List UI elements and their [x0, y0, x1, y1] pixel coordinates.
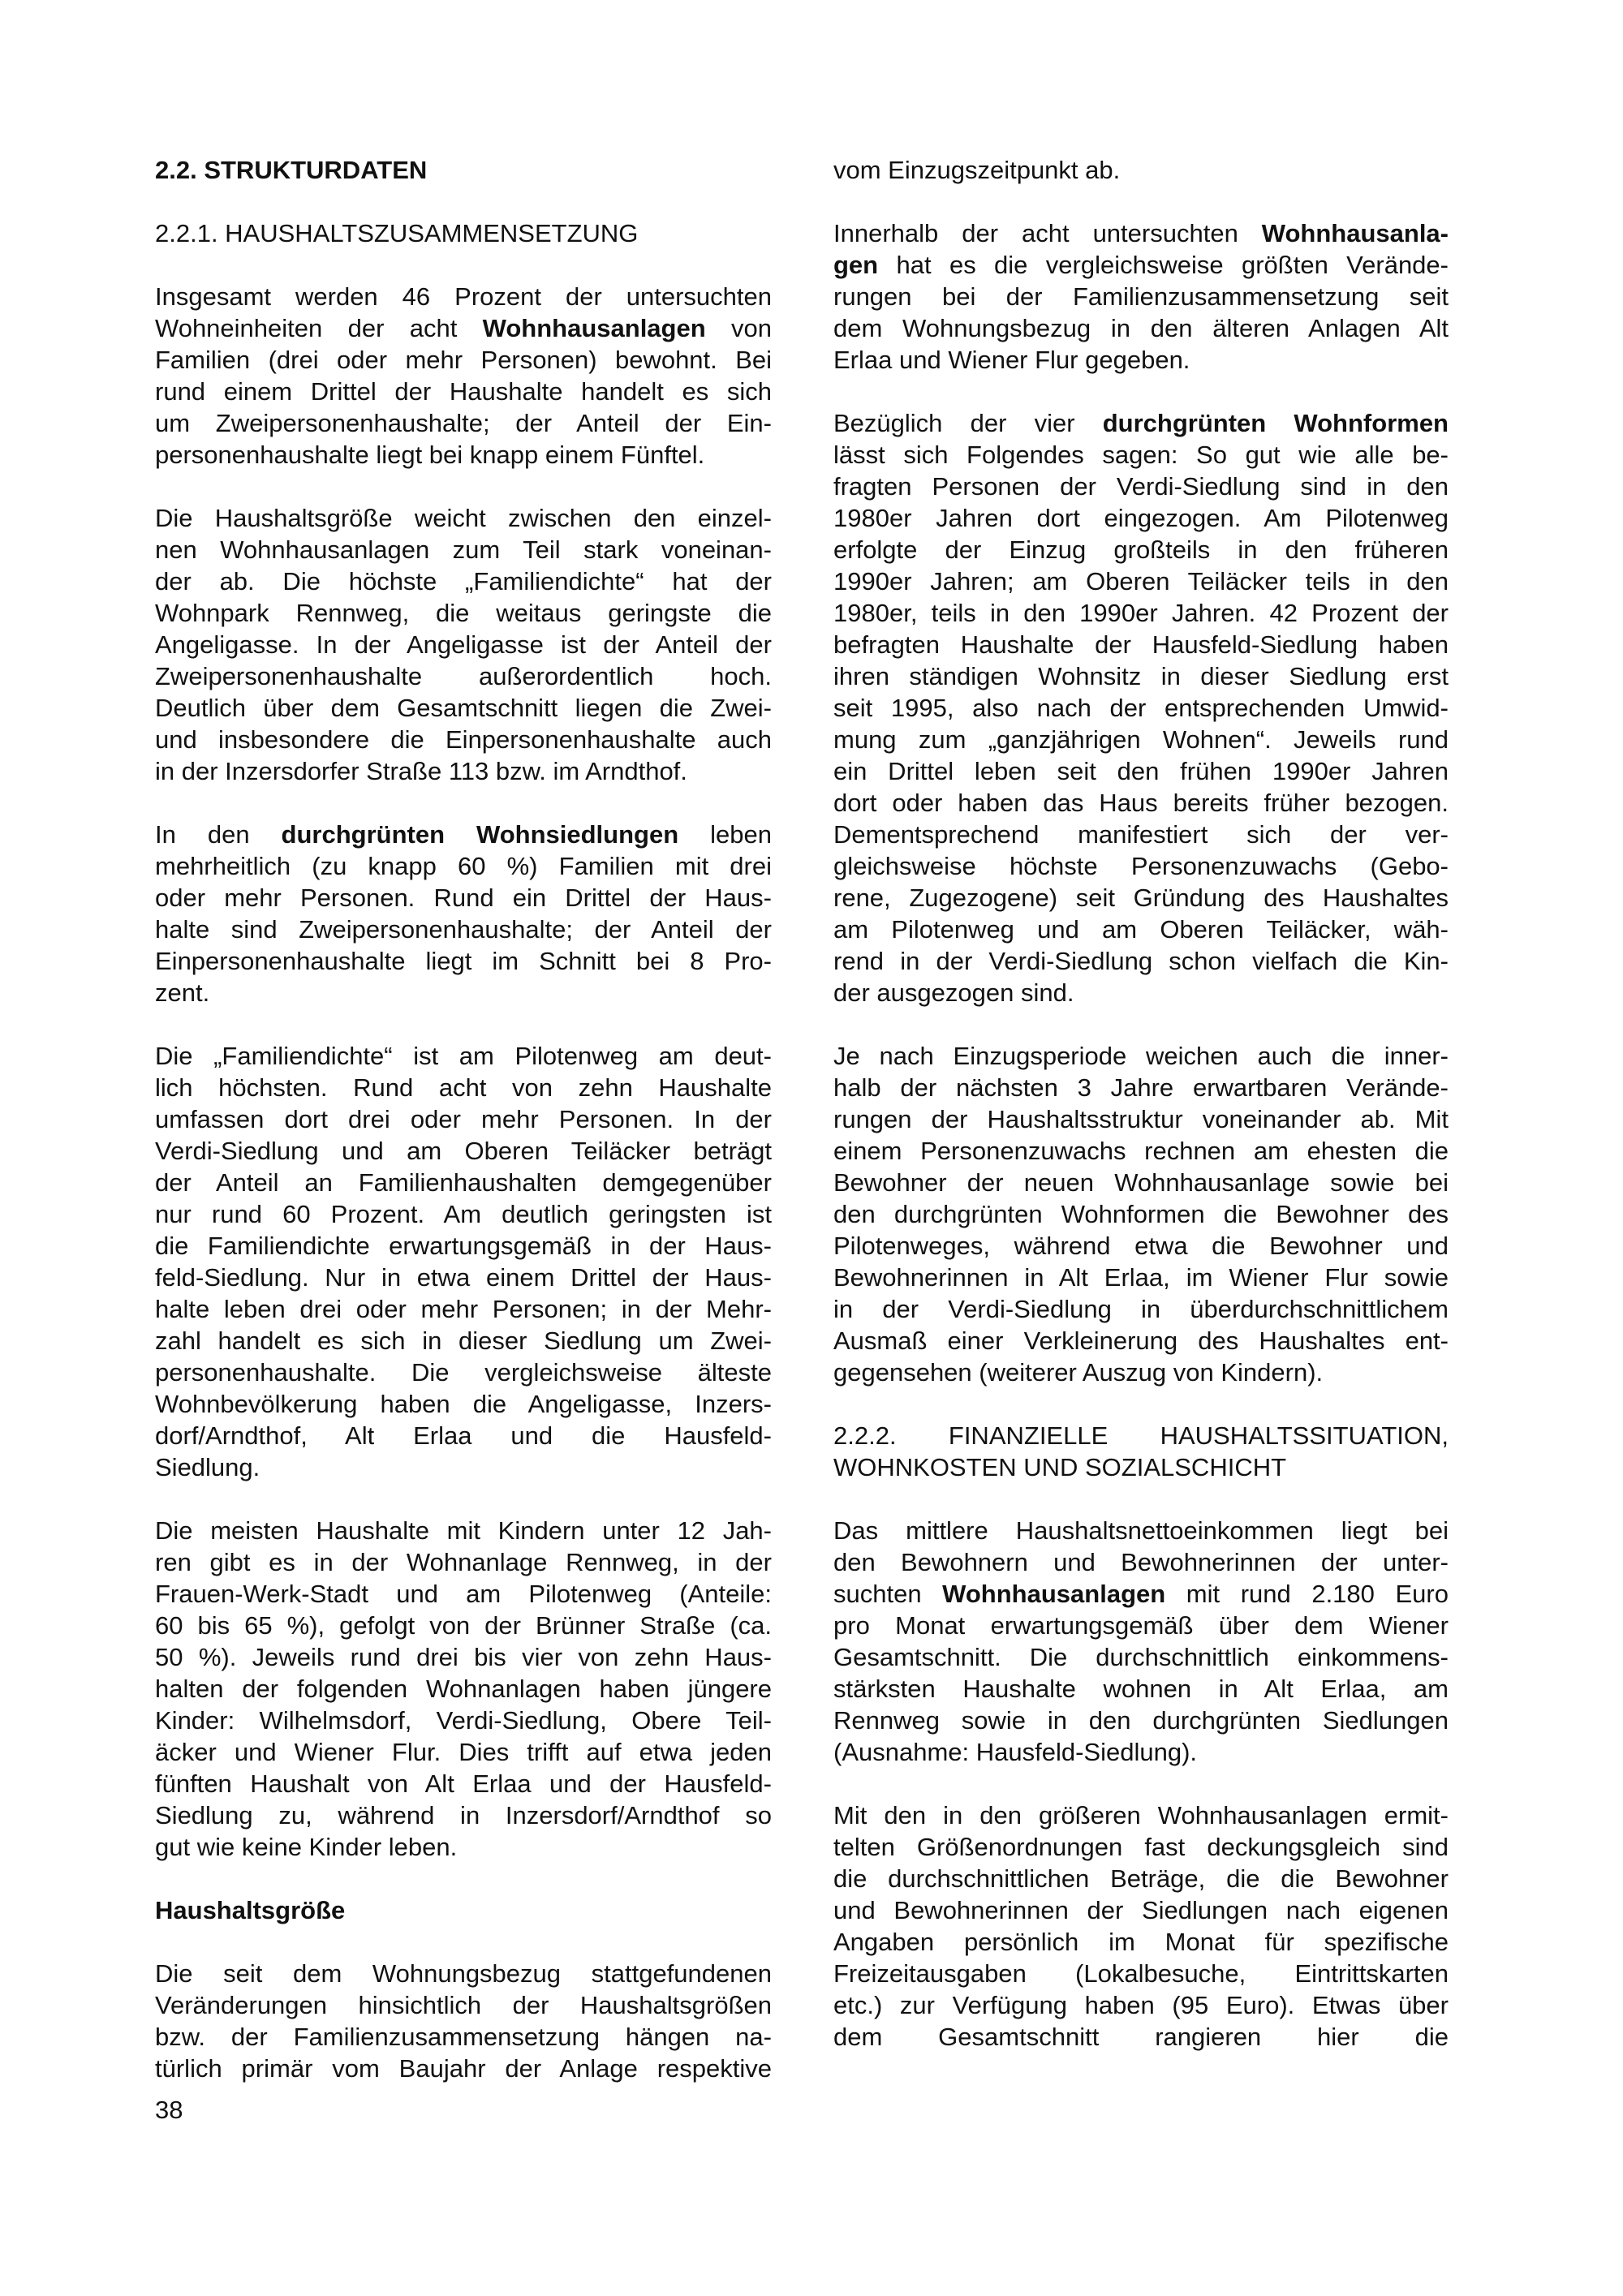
text-line: lässt sich Folgendes sagen: So gut wie alle be-: [833, 441, 1449, 469]
text-line: Wohnpark Rennweg, die weitaus geringste die: [155, 599, 772, 627]
text-line: pro Monat erwartungsgemäß über dem Wiener: [833, 1611, 1449, 1640]
text-line: Innerhalb der acht untersuchten Wohnhausanla-: [833, 219, 1449, 247]
text-line: befragten Haushalte der Hausfeld-Siedlung haben: [833, 630, 1449, 659]
text-line: Haushaltsgröße: [155, 1896, 346, 1924]
text-line: Freizeitausgaben (Lokalbesuche, Eintrittskarten: [833, 1959, 1449, 1988]
left-column: [155, 154, 772, 2116]
bold-term: Wohnhausanlagen: [942, 1580, 1166, 1608]
text-line: dorf/Arndthof, Alt Erlaa und die Hausfeld-: [155, 1421, 772, 1450]
text-line: Pilotenweges, während etwa die Bewohner und: [833, 1232, 1449, 1260]
text-line: 60 bis 65 %), gefolgt von der Brünner Straße (ca.: [155, 1611, 772, 1640]
text-line: seit 1995, also nach der entsprechenden Umwid-: [833, 694, 1449, 722]
text-line: Angeligasse. In der Angeligasse ist der Anteil der: [155, 630, 772, 659]
text-line: die Familiendichte erwartungsgemäß in der Haus-: [155, 1232, 772, 1260]
text-line: in der Inzersdorfer Straße 113 bzw. im Arndthof.: [155, 757, 687, 785]
text-line: den durchgrünten Wohnformen die Bewohner des: [833, 1200, 1449, 1228]
text-line: und Bewohnerinnen der Siedlungen nach eigenen: [833, 1896, 1449, 1924]
text-line: mehrheitlich (zu knapp 60 %) Familien mit drei: [155, 852, 772, 880]
text-line: gleichsweise höchste Personenzuwachs (Gebo-: [833, 852, 1449, 880]
text-line: lich höchsten. Rund acht von zehn Haushalte: [155, 1073, 772, 1102]
text-line: Ausmaß einer Verkleinerung des Haushaltes ent-: [833, 1326, 1449, 1355]
text-line: Siedlung.: [155, 1453, 260, 1481]
text-line: rungen bei der Familienzusammensetzung seit: [833, 282, 1449, 311]
text-line: ren gibt es in der Wohnanlage Rennweg, in der: [155, 1548, 772, 1576]
text-line: Kinder: Wilhelmsdorf, Verdi-Siedlung, Obere Teil-: [155, 1706, 772, 1735]
text-line: mung zum „ganzjährigen Wohnen“. Jeweils rund: [833, 725, 1449, 754]
right-column: [833, 154, 1449, 2084]
section-heading: [155, 217, 772, 249]
bold-term: Wohnhausanlagen: [482, 314, 706, 342]
text-line: Das mittlere Haushaltsnettoeinkommen liegt bei: [833, 1516, 1449, 1545]
text-line: 2.2.1. HAUSHALTSZUSAMMENSETZUNG: [155, 219, 639, 247]
text-line: etc.) zur Verfügung haben (95 Euro). Etwas über: [833, 1991, 1449, 2019]
text-line: nen Wohnhausanlagen zum Teil stark voneinan-: [155, 535, 772, 564]
bold-term: durchgrünten Wohnsiedlungen: [281, 820, 679, 849]
text-line: ihren ständigen Wohnsitz in dieser Siedlung erst: [833, 662, 1449, 690]
text-line: In den durchgrünten Wohnsiedlungen leben: [155, 820, 772, 849]
text-line: rund einem Drittel der Haushalte handelt es sich: [155, 377, 772, 406]
text-line: um Zweipersonenhaushalte; der Anteil der Ein-: [155, 409, 772, 437]
paragraph: [833, 1799, 1449, 2053]
text-line: gegensehen (weiterer Auszug von Kindern).: [833, 1358, 1324, 1387]
text-line: dem Gesamtschnitt rangieren hier die: [833, 2023, 1449, 2051]
text-line: Familien (drei oder mehr Personen) bewohnt. Bei: [155, 346, 772, 374]
text-line: vom Einzugszeitpunkt ab.: [833, 156, 1121, 184]
text-line: Die seit dem Wohnungsbezug stattgefundenen: [155, 1959, 772, 1988]
text-line: Erlaa und Wiener Flur gegeben.: [833, 346, 1190, 374]
text-line: dem Wohnungsbezug in den älteren Anlagen Alt: [833, 314, 1449, 342]
text-line: der Anteil an Familienhaushalten demgegenüber: [155, 1168, 772, 1197]
text-line: Wohneinheiten der acht Wohnhausanlagen von: [155, 314, 772, 342]
text-line: telten Größenordnungen fast deckungsgleich sind: [833, 1833, 1449, 1861]
text-line: rene, Zugezogene) seit Gründung des Haushaltes: [833, 884, 1449, 912]
text-line: halte sind Zweipersonenhaushalte; der Anteil der: [155, 915, 772, 944]
bold-term: Wohnhausanla-: [1261, 219, 1449, 247]
text-line: fünften Haushalt von Alt Erlaa und der Hausfeld-: [155, 1769, 772, 1798]
text-line: fragten Personen der Verdi-Siedlung sind in den: [833, 472, 1449, 501]
text-line: Bewohner der neuen Wohnhausanlage sowie bei: [833, 1168, 1449, 1197]
paragraph: [155, 281, 772, 471]
text-line: WOHNKOSTEN UND SOZIALSCHICHT: [833, 1453, 1287, 1481]
text-line: umfassen dort drei oder mehr Personen. In der: [155, 1105, 772, 1133]
text-line: halten der folgenden Wohnanlagen haben jüngere: [155, 1675, 772, 1703]
text-line: der ab. Die höchste „Familiendichte“ hat der: [155, 567, 772, 595]
text-line: rungen der Haushaltsstruktur voneinander ab. Mit: [833, 1105, 1449, 1133]
text-line: Bewohnerinnen in Alt Erlaa, im Wiener Flur sowie: [833, 1263, 1449, 1292]
text-line: 1990er Jahren; am Oberen Teiläcker teils in den: [833, 567, 1449, 595]
text-line: in der Verdi-Siedlung in überdurchschnittlichem: [833, 1295, 1449, 1323]
bold-term: gen: [833, 251, 879, 279]
text-line: Gesamtschnitt. Die durchschnittlich einkommens-: [833, 1643, 1449, 1671]
text-line: ein Drittel leben seit den frühen 1990er Jahren: [833, 757, 1449, 785]
text-line: gen hat es die vergleichsweise größten Verände-: [833, 251, 1449, 279]
text-line: Insgesamt werden 46 Prozent der untersuchten: [155, 282, 772, 311]
text-line: türlich primär vom Baujahr der Anlage respektive: [155, 2054, 772, 2083]
text-line: Die „Familiendichte“ ist am Pilotenweg am deut-: [155, 1042, 772, 1070]
text-line: dort oder haben das Haus bereits früher bezogen.: [833, 789, 1449, 817]
text-line: einem Personenzuwachs rechnen am ehesten die: [833, 1137, 1449, 1165]
text-line: äcker und Wiener Flur. Dies trifft auf etwa jeden: [155, 1738, 772, 1766]
text-line: Je nach Einzugsperiode weichen auch die inner-: [833, 1042, 1449, 1070]
bold-term: durchgrünten Wohnformen: [1102, 409, 1449, 437]
paragraph: [155, 819, 772, 1008]
text-line: Rennweg sowie in den durchgrünten Siedlungen: [833, 1706, 1449, 1735]
text-line: (Ausnahme: Hausfeld-Siedlung).: [833, 1738, 1198, 1766]
text-line: die durchschnittlichen Beträge, die die Bewohner: [833, 1864, 1449, 1893]
paragraph: [155, 1040, 772, 1483]
subheading: [155, 1894, 772, 1926]
text-line: den Bewohnern und Bewohnerinnen der unter-: [833, 1548, 1449, 1576]
paragraph: [155, 1958, 772, 2084]
text-line: 50 %). Jeweils rund drei bis vier von zehn Haus-: [155, 1643, 772, 1671]
text-line: Frauen-Werk-Stadt und am Pilotenweg (Anteile:: [155, 1580, 772, 1608]
text-line: Mit den in den größeren Wohnhausanlagen ermit-: [833, 1801, 1449, 1829]
text-line: erfolgte der Einzug großteils in den früheren: [833, 535, 1449, 564]
text-line: suchten Wohnhausanlagen mit rund 2.180 Euro: [833, 1580, 1449, 1608]
text-line: am Pilotenweg und am Oberen Teiläcker, wäh-: [833, 915, 1449, 944]
text-line: zahl handelt es sich in dieser Siedlung um Zwei-: [155, 1326, 772, 1355]
text-line: 1980er Jahren dort eingezogen. Am Pilotenweg: [833, 504, 1449, 532]
text-line: zent.: [155, 978, 210, 1007]
section-title: [155, 154, 772, 186]
text-line: halb der nächsten 3 Jahre erwartbaren Verände-: [833, 1073, 1449, 1102]
paragraph: [833, 1515, 1449, 1768]
text-line: Die Haushaltsgröße weicht zwischen den einzel-: [155, 504, 772, 532]
text-line: halte leben drei oder mehr Personen; in der Mehr-: [155, 1295, 772, 1323]
paragraph: [833, 1040, 1449, 1388]
text-line: 2.2. STRUKTURDATEN: [155, 156, 428, 184]
text-line: feld-Siedlung. Nur in etwa einem Drittel der Haus-: [155, 1263, 772, 1292]
text-line: Verdi-Siedlung und am Oberen Teiläcker beträgt: [155, 1137, 772, 1165]
paragraph: [833, 154, 1449, 186]
text-line: Siedlung zu, während in Inzersdorf/Arndthof so: [155, 1801, 772, 1829]
text-line: Zweipersonenhaushalte außerordentlich hoch.: [155, 662, 772, 690]
text-line: 2.2.2. FINANZIELLE HAUSHALTSSITUATION,: [833, 1421, 1449, 1450]
text-line: Veränderungen hinsichtlich der Haushaltsgrößen: [155, 1991, 772, 2019]
text-line: Einpersonenhaushalte liegt im Schnitt bei 8 Pro-: [155, 947, 772, 975]
text-line: bzw. der Familienzusammensetzung hängen na-: [155, 2023, 772, 2051]
text-line: Angaben persönlich im Monat für spezifische: [833, 1928, 1449, 1956]
paragraph: [155, 1515, 772, 1863]
text-line: und insbesondere die Einpersonenhaushalte auch: [155, 725, 772, 754]
text-line: oder mehr Personen. Rund ein Drittel der Haus-: [155, 884, 772, 912]
text-line: rend in der Verdi-Siedlung schon vielfach die Kin-: [833, 947, 1449, 975]
page-number: 38: [155, 2096, 183, 2124]
paragraph: [155, 502, 772, 787]
text-line: Dementsprechend manifestiert sich der ver-: [833, 820, 1449, 849]
text-line: der ausgezogen sind.: [833, 978, 1074, 1007]
text-line: 1980er, teils in den 1990er Jahren. 42 Prozent der: [833, 599, 1449, 627]
text-line: Bezüglich der vier durchgrünten Wohnformen: [833, 409, 1449, 437]
paragraph: [833, 407, 1449, 1008]
text-line: Wohnbevölkerung haben die Angeligasse, Inzers-: [155, 1390, 772, 1418]
text-line: Die meisten Haushalte mit Kindern unter 12 Jah-: [155, 1516, 772, 1545]
text-line: nur rund 60 Prozent. Am deutlich geringsten ist: [155, 1200, 772, 1228]
text-line: personenhaushalte. Die vergleichsweise älteste: [155, 1358, 772, 1387]
text-line: gut wie keine Kinder leben.: [155, 1833, 458, 1861]
text-line: stärksten Haushalte wohnen in Alt Erlaa, am: [833, 1675, 1449, 1703]
paragraph: [833, 217, 1449, 376]
section-heading: [833, 1420, 1449, 1483]
text-line: personenhaushalte liegt bei knapp einem Fünftel.: [155, 441, 705, 469]
text-line: Deutlich über dem Gesamtschnitt liegen die Zwei-: [155, 694, 772, 722]
